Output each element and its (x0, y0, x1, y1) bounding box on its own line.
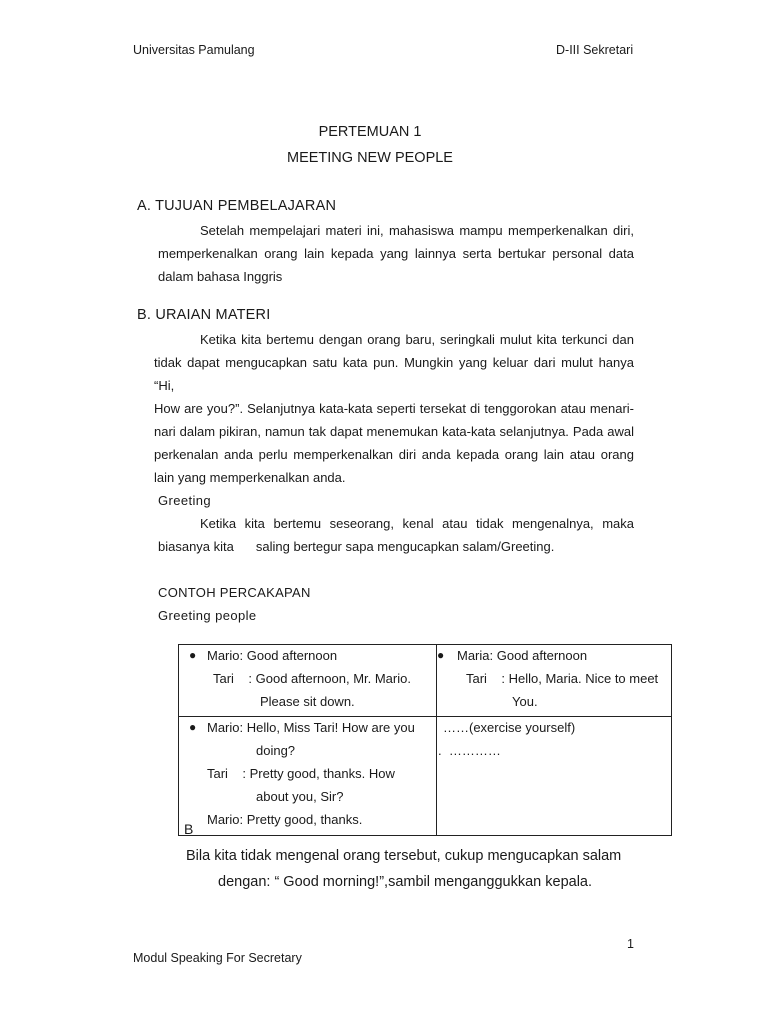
bullet-icon: ● (189, 720, 197, 734)
dialog-line: Mario: Hello, Miss Tari! How are you (207, 720, 415, 735)
dialog-line: Mario: Good afternoon (207, 648, 338, 663)
table-row (179, 645, 672, 717)
exercise-dots: . ………… (438, 743, 501, 758)
section-b-line-5: perkenalan anda perlu memperkenalkan diri anda kepada orang lain atau orang (154, 447, 634, 462)
section-b-paragraph (154, 328, 634, 489)
greeting-heading: Greeting (158, 493, 212, 508)
dialog-line: Tari : Good afternoon, Mr. Mario. (213, 671, 411, 686)
dialog-line: doing? (256, 743, 296, 758)
footer-text: Modul Speaking For Secretary (133, 951, 302, 965)
section-b-line-2: tidak dapat mengucapkan satu kata pun. Mungkin yang keluar dari mulut hanya “Hi, (154, 355, 634, 393)
section-b-line-6: lain yang memperkenalkan anda. (154, 470, 346, 485)
contoh-subheading: Greeting people (158, 608, 257, 623)
section-b-line-3: How are you?”. Selanjutnya kata-kata seperti tersekat di tenggorokan atau menari- (154, 401, 634, 416)
bullet-icon: ● (437, 648, 445, 662)
dialog-line: Tari : Pretty good, thanks. How (207, 766, 395, 781)
table-cell-r2c1 (179, 717, 437, 836)
dialog-line: Tari : Hello, Maria. Nice to meet (466, 671, 659, 686)
stray-letter: B (184, 821, 194, 837)
header-left: Universitas Pamulang (133, 43, 255, 57)
greeting-line-2-a: biasanya kita (158, 539, 234, 554)
page-number: 1 (627, 937, 634, 951)
greeting-line-2 (158, 535, 634, 558)
greeting-line-2-b: saling bertegur sapa mengucapkan salam/Greeting. (255, 539, 555, 554)
greeting-line-1: Ketika kita bertemu seseorang, kenal atau tidak mengenalnya, maka (200, 516, 634, 531)
table-cell-r1c2 (437, 645, 672, 717)
section-a-paragraph (158, 219, 634, 288)
dialog-line: You. (512, 694, 538, 709)
section-a-line-3: dalam bahasa Inggris (158, 269, 283, 284)
section-a-line-1: Setelah mempelajari materi ini, mahasiswa mampu memperkenalkan diri, (200, 223, 634, 238)
section-a-line-2: memperkenalkan orang lain kepada yang lainnya serta bertukar personal data (158, 246, 634, 261)
section-b-line-1: Ketika kita bertemu dengan orang baru, seringkali mulut kita terkunci dan (200, 332, 634, 347)
dialog-line: about you, Sir? (256, 789, 344, 804)
dialog-line: Maria: Good afternoon (457, 648, 588, 663)
table-cell-r1c1 (179, 645, 437, 717)
dialog-line: Please sit down. (260, 694, 355, 709)
page-title-topic: MEETING NEW PEOPLE (287, 150, 453, 166)
page-title-pertemuan: PERTEMUAN 1 (318, 124, 422, 140)
section-b-line-4: nari dalam pikiran, namun tak dapat menemukan kata-kata selanjutnya. Pada awal (154, 424, 634, 439)
greeting-paragraph (158, 512, 634, 558)
exercise-line: ……(exercise yourself) (443, 720, 576, 735)
table-cell-r2c2 (437, 717, 672, 836)
section-a-heading: A. TUJUAN PEMBELAJARAN (137, 198, 337, 214)
closing-line-2: dengan: “ Good morning!”,sambil menganggukkan kepala. (218, 874, 593, 890)
header-right: D-III Sekretari (556, 43, 634, 57)
closing-line-1: Bila kita tidak mengenal orang tersebut, cukup mengucapkan salam (186, 848, 622, 864)
dialog-line: Mario: Pretty good, thanks. (207, 812, 363, 827)
bullet-icon: ● (189, 648, 197, 662)
section-b-heading: B. URAIAN MATERI (137, 307, 271, 323)
table-row (179, 717, 672, 836)
conversation-table (178, 644, 672, 836)
contoh-heading: CONTOH PERCAKAPAN (158, 585, 311, 600)
